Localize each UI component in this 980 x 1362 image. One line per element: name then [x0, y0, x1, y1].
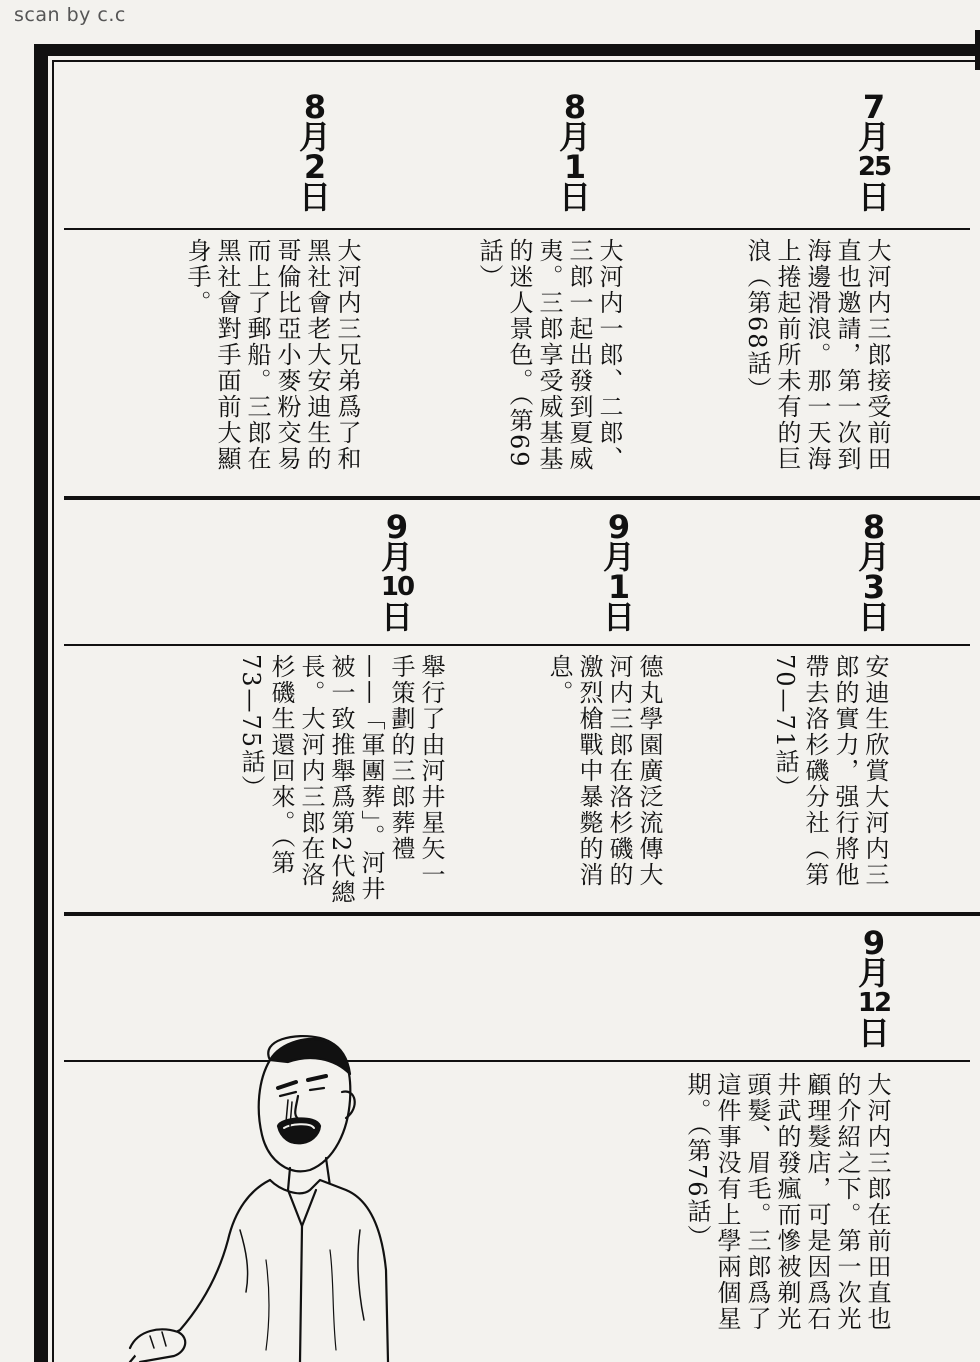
frame-top-bar — [34, 44, 980, 56]
entry-text-sep12: 大河内三郎在前田直也的介紹之下。第一次光顧理髮店，可是因爲石井武的發瘋而慘被剃光頭髮、眉毛。三郎爲了這件事没有上學兩個星期。（第76話） — [683, 1072, 891, 1332]
entry-text-aug1: 大河内一郎、二郎、三郎一起出發到夏威夷。三郎享受威基基的迷人景色。（第69話） — [475, 238, 623, 472]
scanner-watermark: scan by c.c — [14, 4, 126, 26]
entry-date-sep10: 9 月 10 日 — [380, 508, 414, 636]
entry-text-aug2: 大河内三兄弟爲了和黑社會老大安迪生的哥倫比亞小麥粉交易而上了郵船。三郎在黑社會對手面前大顯身手。 — [183, 238, 361, 472]
entry-date-sep1: 9 月 1 日 — [602, 508, 635, 636]
entry-date-sep12: 9 月 12 日 — [857, 924, 891, 1052]
row2-divider — [64, 644, 970, 646]
character-illustration — [120, 1030, 500, 1362]
entry-date-aug1: 8 月 1 日 — [558, 88, 591, 216]
entry-text-jul25: 大河内三郎接受前田直也邀請，第一次到海邊滑浪。那一天海上捲起前所未有的巨浪（第68話） — [743, 238, 891, 472]
entry-date-aug2: 8 月 2 日 — [298, 88, 331, 216]
row-separator-1 — [64, 496, 980, 500]
entry-text-aug3: 安迪生欣賞大河内三郎的實力，强行將他帶去洛杉磯分社（第70—71話） — [771, 654, 889, 888]
entry-date-aug3: 8 月 3 日 — [857, 508, 890, 636]
entry-date-jul25: 7 月 25 日 — [857, 88, 891, 216]
frame-left-bar — [34, 44, 48, 1362]
row-separator-2 — [64, 912, 980, 916]
entry-text-sep10: 舉行了由河井星矢一手策劃的三郎葬禮——「軍團葬」。河井被一致推舉爲第2代總長。大河内三郎在洛杉磯生還回來。（第73—75話） — [237, 654, 445, 906]
row1-divider — [64, 228, 970, 230]
entry-text-sep1: 德丸學園廣泛流傳大河内三郎在洛杉磯的激烈槍戰中暴斃的消息。 — [545, 654, 663, 888]
